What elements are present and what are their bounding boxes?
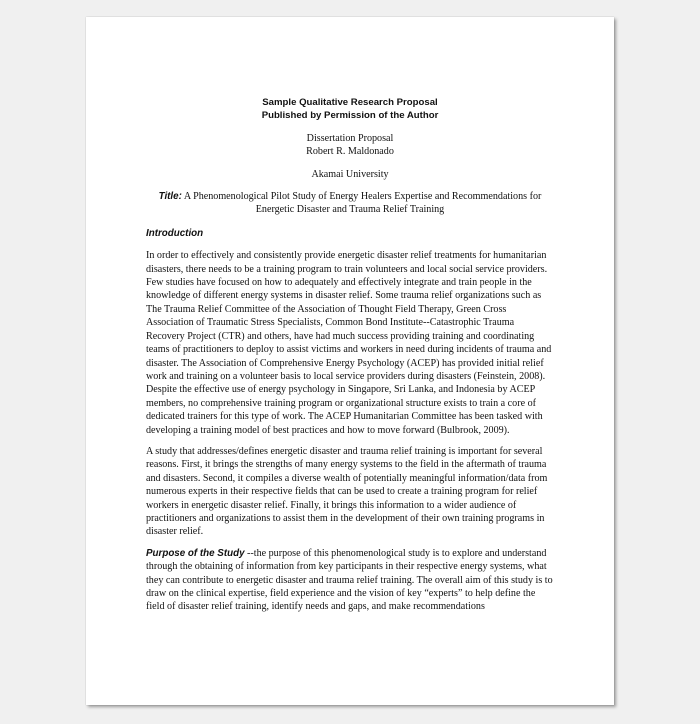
introduction-heading: Introduction <box>146 227 204 239</box>
author-block <box>146 132 554 159</box>
title-text: A Phenomenological Pilot Study of Energy Healers Expertise and Recommendations for Energetic Disaster and Trauma Relief Training <box>183 191 542 216</box>
document-header <box>146 96 554 123</box>
author-name: Robert R. Maldonado <box>306 146 394 158</box>
document-type: Dissertation Proposal <box>306 132 394 144</box>
purpose-label: Purpose of the Study <box>146 547 245 559</box>
university-name: Akamai University <box>311 168 389 180</box>
document-title <box>146 190 554 217</box>
header-line-2: Published by Permission of the Author <box>261 110 439 122</box>
document-page <box>86 17 614 705</box>
purpose-paragraph <box>146 547 554 614</box>
title-label: Title: <box>158 191 182 203</box>
header-line-1: Sample Qualitative Research Proposal <box>262 97 438 108</box>
purpose-text: --the purpose of this phenomenological study is to explore and understand through the obtaining of information from key participants in their respective energy systems, what they can contribute to energetic disaster and trauma relief training. The overall aim of this study is to draw on the clinical expertise, field experience and the vision of key “experts” to help define the field of disaster relief training, identify needs and gaps, and make recommendations <box>146 547 553 613</box>
introduction-paragraph-2: A study that addresses/defines energetic disaster and trauma relief training is important for several reasons. First, it brings the strengths of many energy systems to the field in the aftermath of trauma and disasters. Second, it compiles a diverse wealth of potentially meaningful information/data from numerous experts in their respective fields that can be used to create a training program for relief workers in energetic disaster relief. Finally, it brings this information to a wider audience of practitioners and organizations to assist them in the development of their own training programs in disaster relief. <box>146 445 548 538</box>
introduction-paragraph-1: In order to effectively and consistently provide energetic disaster relief treatments for humanitarian disasters, there needs to be a training program to train volunteers and local social service providers. Few studies have focused on how to adequately and effectively integrate and train people in the knowledge of different energy systems in disaster relief. Some trauma relief organizations such as The Trauma Relief Committee of the Association of Thought Field Therapy, Green Cross Association of Traumatic Stress Specialists, Common Bond Institute--Catastrophic Trauma Recovery Project (CTR) and others, have had much success providing training and coordinating teams of practitioners to deploy to assist victims and workers in need during incidents of trauma and disaster. The Association of Comprehensive Energy Psychology (ACEP) has provided initial relief work and training on a volunteer basis to local service providers during disasters (Feinstein, 2008). Despite the effective use of energy psychology in Singapore, Sri Lanka, and Indonesia by ACEP members, no comprehensive training program or organizational structure exists to train a core of dedicated trainers for this type of work. The ACEP Humanitarian Committee has been tasked with developing a training model of best practices and how to move forward (Bulbrook, 2009). <box>146 250 552 436</box>
